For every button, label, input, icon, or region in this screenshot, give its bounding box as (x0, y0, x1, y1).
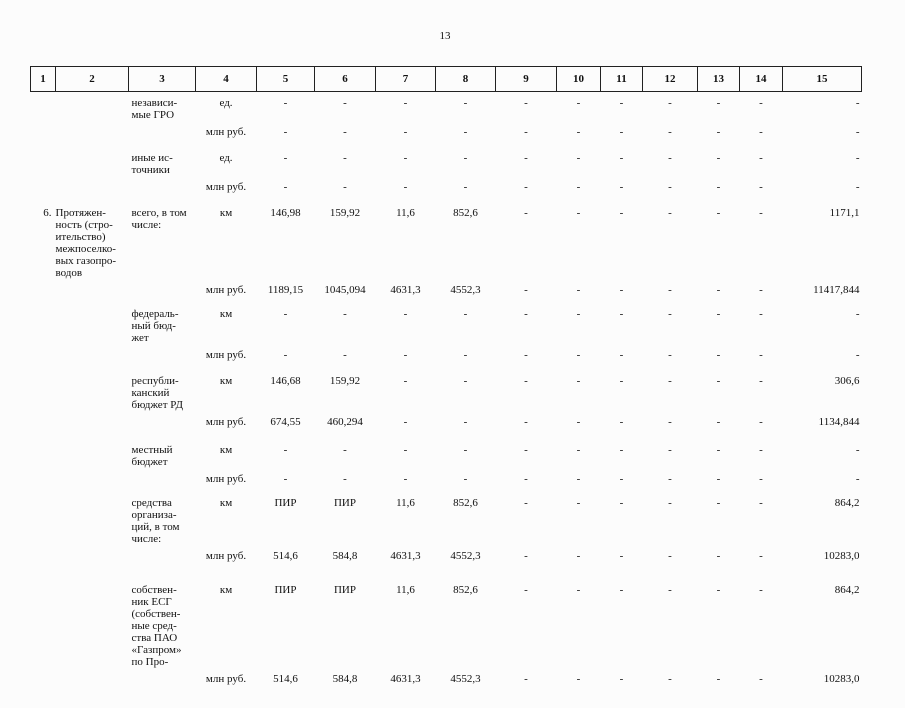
row-number (31, 545, 56, 579)
value-cell-col-13: - (698, 468, 740, 492)
value-cell-col-6: - (315, 121, 376, 147)
value-cell-col-14: - (740, 121, 783, 147)
value-cell-col-10: - (557, 121, 601, 147)
value-cell-col-9: - (496, 92, 557, 122)
funding-source: республи- канский бюджет РД (129, 370, 196, 411)
value-cell-col-13: - (698, 176, 740, 202)
value-cell-col-10: - (557, 279, 601, 303)
table-body (31, 92, 862, 708)
value-cell-col-9: - (496, 303, 557, 344)
value-cell-col-13: - (698, 344, 740, 370)
header-cell-1: 1 (31, 67, 56, 92)
value-cell-col-14: - (740, 303, 783, 344)
header-cell-12: 12 (643, 67, 698, 92)
value-cell-col-9: - (496, 202, 557, 279)
value-cell-col-15: 10283,0 (783, 545, 862, 579)
table-row (31, 121, 862, 147)
value-cell-col-12: - (643, 370, 698, 411)
value-cell-col-14: - (740, 468, 783, 492)
value-cell-col-7: 4631,3 (376, 279, 436, 303)
value-cell-col-10: - (557, 176, 601, 202)
funding-source (129, 176, 196, 202)
row-number (31, 668, 56, 708)
value-cell-col-9: - (496, 668, 557, 708)
value-cell-col-12: - (643, 303, 698, 344)
value-cell-col-10: - (557, 579, 601, 668)
value-cell-col-5: - (257, 468, 315, 492)
header-cell-2: 2 (56, 67, 129, 92)
value-cell-col-8: - (436, 468, 496, 492)
value-cell-col-8: - (436, 411, 496, 439)
header-cell-11: 11 (601, 67, 643, 92)
indicator-name (56, 468, 129, 492)
value-cell-col-14: - (740, 579, 783, 668)
value-cell-col-9: - (496, 468, 557, 492)
value-cell-col-7: - (376, 147, 436, 176)
value-cell-col-9: - (496, 579, 557, 668)
indicator-name (56, 147, 129, 176)
value-cell-col-5: 1189,15 (257, 279, 315, 303)
table-row (31, 579, 862, 668)
value-cell-col-11: - (601, 202, 643, 279)
value-cell-col-10: - (557, 545, 601, 579)
unit-cell: млн руб. (196, 411, 257, 439)
value-cell-col-9: - (496, 176, 557, 202)
value-cell-col-9: - (496, 121, 557, 147)
value-cell-col-10: - (557, 303, 601, 344)
table-row (31, 439, 862, 468)
value-cell-col-12: - (643, 579, 698, 668)
indicator-name (56, 121, 129, 147)
value-cell-col-10: - (557, 492, 601, 545)
header-cell-4: 4 (196, 67, 257, 92)
value-cell-col-5: - (257, 439, 315, 468)
unit-cell: млн руб. (196, 176, 257, 202)
value-cell-col-12: - (643, 492, 698, 545)
indicator-name (56, 439, 129, 468)
unit-cell: млн руб. (196, 468, 257, 492)
value-cell-col-7: - (376, 176, 436, 202)
unit-cell: км (196, 439, 257, 468)
indicator-name (56, 579, 129, 668)
value-cell-col-7: 4631,3 (376, 545, 436, 579)
indicator-name (56, 668, 129, 708)
unit-cell: млн руб. (196, 121, 257, 147)
row-number (31, 439, 56, 468)
header-cell-6: 6 (315, 67, 376, 92)
value-cell-col-12: - (643, 468, 698, 492)
value-cell-col-8: - (436, 121, 496, 147)
unit-cell: млн руб. (196, 344, 257, 370)
funding-source (129, 279, 196, 303)
value-cell-col-7: - (376, 411, 436, 439)
value-cell-col-11: - (601, 121, 643, 147)
value-cell-col-13: - (698, 370, 740, 411)
value-cell-col-15: - (783, 344, 862, 370)
unit-cell: млн руб. (196, 545, 257, 579)
value-cell-col-8: 4552,3 (436, 279, 496, 303)
value-cell-col-11: - (601, 411, 643, 439)
funding-source (129, 668, 196, 708)
value-cell-col-12: - (643, 279, 698, 303)
value-cell-col-5: 146,68 (257, 370, 315, 411)
value-cell-col-12: - (643, 176, 698, 202)
funding-source (129, 344, 196, 370)
value-cell-col-13: - (698, 303, 740, 344)
value-cell-col-14: - (740, 92, 783, 122)
funding-source (129, 468, 196, 492)
table-row (31, 344, 862, 370)
value-cell-col-6: 460,294 (315, 411, 376, 439)
value-cell-col-5: ПИР (257, 492, 315, 545)
value-cell-col-13: - (698, 279, 740, 303)
value-cell-col-11: - (601, 279, 643, 303)
value-cell-col-5: 146,98 (257, 202, 315, 279)
value-cell-col-5: - (257, 176, 315, 202)
value-cell-col-9: - (496, 545, 557, 579)
value-cell-col-15: 864,2 (783, 579, 862, 668)
value-cell-col-10: - (557, 411, 601, 439)
row-number (31, 176, 56, 202)
value-cell-col-12: - (643, 344, 698, 370)
header-cell-13: 13 (698, 67, 740, 92)
value-cell-col-10: - (557, 147, 601, 176)
value-cell-col-11: - (601, 92, 643, 122)
row-number: 6. (31, 202, 56, 279)
funding-source: всего, в том числе: (129, 202, 196, 279)
value-cell-col-9: - (496, 147, 557, 176)
value-cell-col-12: - (643, 668, 698, 708)
value-cell-col-5: - (257, 121, 315, 147)
unit-cell: млн руб. (196, 668, 257, 708)
value-cell-col-11: - (601, 176, 643, 202)
row-number (31, 370, 56, 411)
value-cell-col-8: - (436, 370, 496, 411)
value-cell-col-5: - (257, 92, 315, 122)
value-cell-col-9: - (496, 344, 557, 370)
value-cell-col-13: - (698, 121, 740, 147)
value-cell-col-10: - (557, 202, 601, 279)
table-row (31, 176, 862, 202)
value-cell-col-10: - (557, 370, 601, 411)
table-row (31, 545, 862, 579)
value-cell-col-14: - (740, 344, 783, 370)
value-cell-col-11: - (601, 468, 643, 492)
value-cell-col-15: - (783, 468, 862, 492)
row-number (31, 468, 56, 492)
value-cell-col-13: - (698, 545, 740, 579)
table-row (31, 147, 862, 176)
value-cell-col-8: - (436, 92, 496, 122)
header-cell-7: 7 (376, 67, 436, 92)
value-cell-col-10: - (557, 92, 601, 122)
funding-source (129, 545, 196, 579)
value-cell-col-6: ПИР (315, 579, 376, 668)
value-cell-col-5: ПИР (257, 579, 315, 668)
value-cell-col-8: 852,6 (436, 579, 496, 668)
data-table (30, 66, 862, 708)
row-number (31, 492, 56, 545)
row-number (31, 121, 56, 147)
value-cell-col-8: - (436, 439, 496, 468)
row-number (31, 579, 56, 668)
value-cell-col-7: - (376, 468, 436, 492)
indicator-name (56, 370, 129, 411)
value-cell-col-9: - (496, 439, 557, 468)
indicator-name (56, 279, 129, 303)
unit-cell: ед. (196, 92, 257, 122)
row-number (31, 303, 56, 344)
value-cell-col-5: - (257, 147, 315, 176)
table-row (31, 492, 862, 545)
value-cell-col-13: - (698, 411, 740, 439)
value-cell-col-8: - (436, 176, 496, 202)
value-cell-col-6: ПИР (315, 492, 376, 545)
value-cell-col-13: - (698, 492, 740, 545)
value-cell-col-8: 4552,3 (436, 545, 496, 579)
value-cell-col-7: - (376, 303, 436, 344)
value-cell-col-7: 11,6 (376, 202, 436, 279)
value-cell-col-7: - (376, 121, 436, 147)
value-cell-col-5: 514,6 (257, 545, 315, 579)
value-cell-col-14: - (740, 279, 783, 303)
unit-cell: км (196, 303, 257, 344)
value-cell-col-11: - (601, 668, 643, 708)
row-number (31, 279, 56, 303)
value-cell-col-15: - (783, 176, 862, 202)
indicator-name (56, 176, 129, 202)
value-cell-col-7: 4631,3 (376, 668, 436, 708)
row-number (31, 344, 56, 370)
value-cell-col-6: - (315, 468, 376, 492)
value-cell-col-14: - (740, 202, 783, 279)
value-cell-col-15: - (783, 303, 862, 344)
value-cell-col-13: - (698, 147, 740, 176)
value-cell-col-12: - (643, 439, 698, 468)
unit-cell: ед. (196, 147, 257, 176)
value-cell-col-14: - (740, 176, 783, 202)
value-cell-col-5: - (257, 303, 315, 344)
value-cell-col-15: 864,2 (783, 492, 862, 545)
funding-source: независи- мые ГРО (129, 92, 196, 122)
value-cell-col-12: - (643, 545, 698, 579)
header-cell-3: 3 (129, 67, 196, 92)
value-cell-col-6: - (315, 439, 376, 468)
table-row (31, 411, 862, 439)
funding-source (129, 121, 196, 147)
value-cell-col-14: - (740, 439, 783, 468)
value-cell-col-13: - (698, 439, 740, 468)
value-cell-col-15: 11417,844 (783, 279, 862, 303)
table-row (31, 303, 862, 344)
value-cell-col-13: - (698, 202, 740, 279)
funding-source: местный бюджет (129, 439, 196, 468)
value-cell-col-14: - (740, 411, 783, 439)
indicator-name (56, 344, 129, 370)
value-cell-col-5: 674,55 (257, 411, 315, 439)
value-cell-col-5: 514,6 (257, 668, 315, 708)
value-cell-col-7: - (376, 370, 436, 411)
value-cell-col-14: - (740, 545, 783, 579)
value-cell-col-11: - (601, 579, 643, 668)
funding-source: федераль- ный бюд- жет (129, 303, 196, 344)
value-cell-col-6: - (315, 176, 376, 202)
value-cell-col-15: 1134,844 (783, 411, 862, 439)
row-number (31, 411, 56, 439)
value-cell-col-10: - (557, 668, 601, 708)
page-number: 13 (0, 30, 890, 42)
value-cell-col-7: - (376, 344, 436, 370)
value-cell-col-12: - (643, 202, 698, 279)
value-cell-col-9: - (496, 279, 557, 303)
unit-cell: км (196, 370, 257, 411)
header-cell-5: 5 (257, 67, 315, 92)
value-cell-col-14: - (740, 668, 783, 708)
value-cell-col-10: - (557, 468, 601, 492)
value-cell-col-6: - (315, 303, 376, 344)
header-cell-10: 10 (557, 67, 601, 92)
value-cell-col-5: - (257, 344, 315, 370)
value-cell-col-15: - (783, 147, 862, 176)
value-cell-col-11: - (601, 545, 643, 579)
value-cell-col-10: - (557, 344, 601, 370)
value-cell-col-15: 306,6 (783, 370, 862, 411)
value-cell-col-14: - (740, 370, 783, 411)
indicator-name (56, 411, 129, 439)
value-cell-col-8: 4552,3 (436, 668, 496, 708)
row-number (31, 147, 56, 176)
value-cell-col-8: - (436, 344, 496, 370)
row-number (31, 92, 56, 122)
value-cell-col-6: 584,8 (315, 668, 376, 708)
value-cell-col-6: 1045,094 (315, 279, 376, 303)
table-row (31, 468, 862, 492)
value-cell-col-8: - (436, 303, 496, 344)
value-cell-col-10: - (557, 439, 601, 468)
value-cell-col-6: 159,92 (315, 370, 376, 411)
unit-cell: км (196, 579, 257, 668)
header-cell-8: 8 (436, 67, 496, 92)
table-row (31, 370, 862, 411)
indicator-name (56, 492, 129, 545)
value-cell-col-13: - (698, 579, 740, 668)
value-cell-col-9: - (496, 492, 557, 545)
value-cell-col-11: - (601, 344, 643, 370)
value-cell-col-9: - (496, 411, 557, 439)
header-cell-14: 14 (740, 67, 783, 92)
value-cell-col-11: - (601, 303, 643, 344)
value-cell-col-15: 1171,1 (783, 202, 862, 279)
table-header (31, 67, 862, 92)
value-cell-col-7: 11,6 (376, 492, 436, 545)
funding-source: иные ис- точники (129, 147, 196, 176)
header-cell-15: 15 (783, 67, 862, 92)
table-row (31, 202, 862, 279)
value-cell-col-6: - (315, 147, 376, 176)
value-cell-col-15: - (783, 439, 862, 468)
value-cell-col-6: 584,8 (315, 545, 376, 579)
value-cell-col-15: - (783, 121, 862, 147)
value-cell-col-14: - (740, 147, 783, 176)
indicator-name (56, 545, 129, 579)
value-cell-col-13: - (698, 668, 740, 708)
funding-source: собствен- ник ЕСГ (собствен- ные сред- ства ПАО «Газпром» по Про- (129, 579, 196, 668)
indicator-name (56, 303, 129, 344)
value-cell-col-6: - (315, 92, 376, 122)
value-cell-col-12: - (643, 147, 698, 176)
value-cell-col-11: - (601, 147, 643, 176)
unit-cell: км (196, 202, 257, 279)
value-cell-col-8: 852,6 (436, 202, 496, 279)
indicator-name (56, 92, 129, 122)
value-cell-col-13: - (698, 92, 740, 122)
unit-cell: млн руб. (196, 279, 257, 303)
value-cell-col-6: 159,92 (315, 202, 376, 279)
value-cell-col-6: - (315, 344, 376, 370)
value-cell-col-8: 852,6 (436, 492, 496, 545)
value-cell-col-15: - (783, 92, 862, 122)
table-row (31, 668, 862, 708)
value-cell-col-14: - (740, 492, 783, 545)
value-cell-col-7: - (376, 439, 436, 468)
value-cell-col-7: - (376, 92, 436, 122)
value-cell-col-11: - (601, 492, 643, 545)
value-cell-col-9: - (496, 370, 557, 411)
value-cell-col-8: - (436, 147, 496, 176)
table-row (31, 92, 862, 122)
value-cell-col-7: 11,6 (376, 579, 436, 668)
value-cell-col-11: - (601, 370, 643, 411)
header-row (31, 67, 862, 92)
indicator-name: Протяжен- ность (стро- ительство) межпоселко- вых газопро- водов (56, 202, 129, 279)
value-cell-col-12: - (643, 121, 698, 147)
funding-source (129, 411, 196, 439)
value-cell-col-15: 10283,0 (783, 668, 862, 708)
unit-cell: км (196, 492, 257, 545)
value-cell-col-12: - (643, 92, 698, 122)
value-cell-col-12: - (643, 411, 698, 439)
value-cell-col-11: - (601, 439, 643, 468)
table-row (31, 279, 862, 303)
header-cell-9: 9 (496, 67, 557, 92)
funding-source: средства организа- ций, в том числе: (129, 492, 196, 545)
